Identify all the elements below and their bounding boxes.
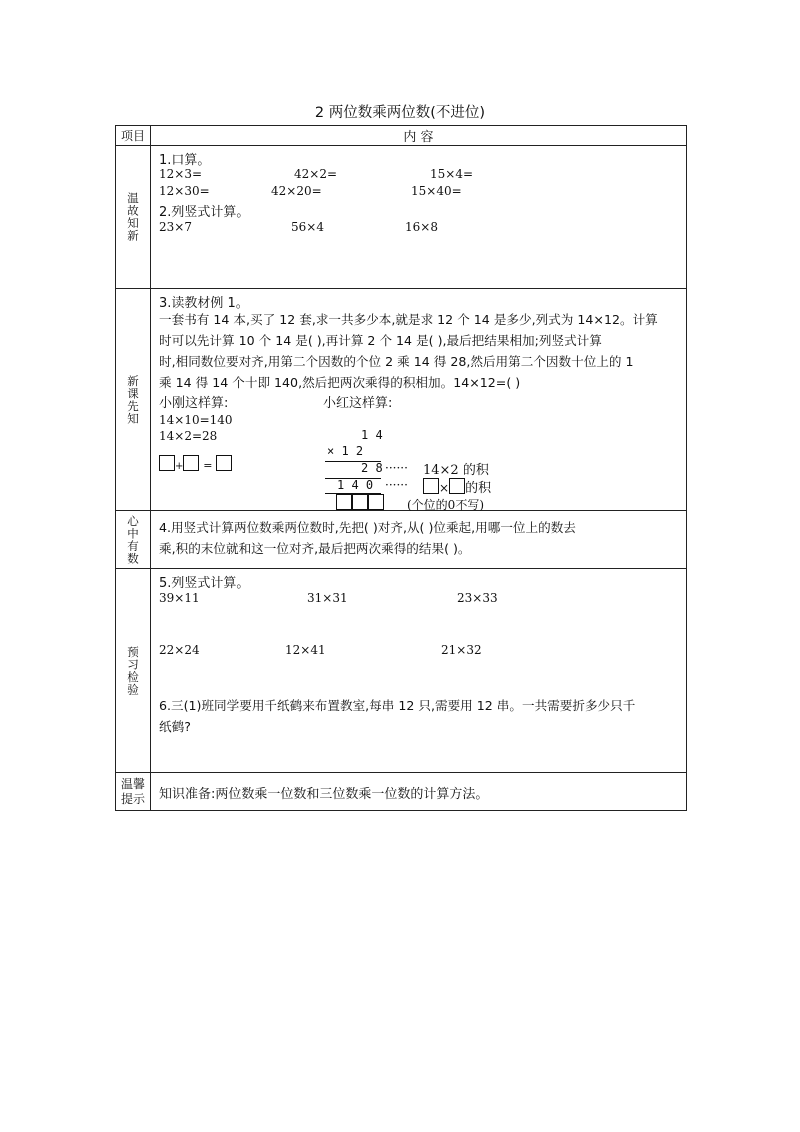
question-1: 1.口算。 (159, 153, 211, 168)
note-second-product: × 的积 (423, 477, 491, 496)
exercise: 12×41 (285, 643, 326, 657)
answer-box (336, 494, 352, 510)
section-new-lesson (151, 289, 687, 511)
exercise: 31×31 (307, 591, 348, 605)
worksheet-table (115, 125, 687, 811)
vertical-top: 1 4 (361, 428, 383, 442)
exercise: 21×32 (441, 643, 482, 657)
exercise: 15×4= (430, 167, 474, 181)
header-content: 内 容 (151, 126, 687, 146)
section-review (151, 146, 687, 289)
vertical-row-1: 2 8 (361, 461, 383, 475)
xiaogang-step: 14×10=140 (159, 413, 233, 427)
summary-paragraph: 4.用竖式计算两位数乘两位数时,先把( )对齐,从( )位乘起,用哪一位上的数去 乘,积的末位就和这一位对齐,最后把两次乘得的结果( )。 (159, 520, 576, 556)
section-check (151, 569, 687, 773)
question-6: 6.三(1)班同学要用千纸鹤来布置教室,每串 12 只,需要用 12 串。一共需要折多少只千 纸鹤? (159, 698, 636, 734)
dots: ······ (385, 461, 408, 475)
answer-box (216, 455, 232, 471)
section-label-preview: 新课先知 (116, 289, 151, 511)
answer-box (423, 478, 439, 494)
exercise: 16×8 (405, 220, 438, 234)
exercise: 12×30= (159, 184, 210, 198)
exercise: 23×33 (457, 591, 498, 605)
xiaogang-method-title: 小刚这样算: (159, 396, 229, 411)
exercise: 42×2= (294, 167, 338, 181)
question-2: 2.列竖式计算。 (159, 205, 250, 220)
tips-text: 知识准备:两位数乘一位数和三位数乘一位数的计算方法。 (159, 787, 489, 802)
vertical-result-boxes (336, 494, 384, 511)
vertical-row-2: 1 4 0 (337, 478, 374, 492)
note-first-product: 14×2 的积 (423, 463, 489, 478)
answer-box (159, 455, 175, 471)
section-label-check: 预习检验 (116, 569, 151, 773)
question-5: 5.列竖式计算。 (159, 576, 250, 591)
box-equation: + = (159, 455, 232, 472)
exercise: 39×11 (159, 591, 200, 605)
page-title: 2 两位数乘两位数(不进位) (314, 105, 486, 121)
section-summary (151, 511, 687, 569)
note-zero: (个位的0不写) (407, 498, 484, 512)
exercise: 15×40= (411, 184, 462, 198)
section-tips (151, 773, 687, 811)
question-3: 3.读教材例 1。 (159, 296, 249, 311)
answer-box (449, 478, 465, 494)
answer-box (352, 494, 368, 510)
section-label-tips: 温馨提示 (116, 773, 151, 811)
exercise: 23×7 (159, 220, 192, 234)
exercise: 22×24 (159, 643, 200, 657)
exercise: 12×3= (159, 167, 203, 181)
dots: ······ (385, 478, 408, 492)
exercise: 42×20= (271, 184, 322, 198)
section-label-review: 温故知新 (116, 146, 151, 289)
exercise: 56×4 (291, 220, 324, 234)
xiaogang-step: 14×2=28 (159, 429, 218, 443)
xiaohong-method-title: 小红这样算: (323, 396, 393, 411)
vertical-multiplier: × 1 2 (327, 444, 364, 458)
answer-box (368, 494, 384, 510)
lesson-paragraph: 一套书有 14 本,买了 12 套,求一共多少本,就是求 12 个 14 是多少,列式为 14×12。计算 时可以先计算 10 个 14 是( ),再计算 2 个 14 是( ),最后把结果相加;列竖式计算 时,相同数位要对齐,用第二个因数的个位 2 乘 14 得 28,然后用第二个因数十位上的 1 乘 14 得 14 个十即 140,然后把两次乘得的积相加。14×12=( ) (159, 312, 658, 390)
answer-box (183, 455, 199, 471)
section-label-summary: 心中有数 (116, 511, 151, 569)
header-item: 项目 (116, 126, 151, 146)
